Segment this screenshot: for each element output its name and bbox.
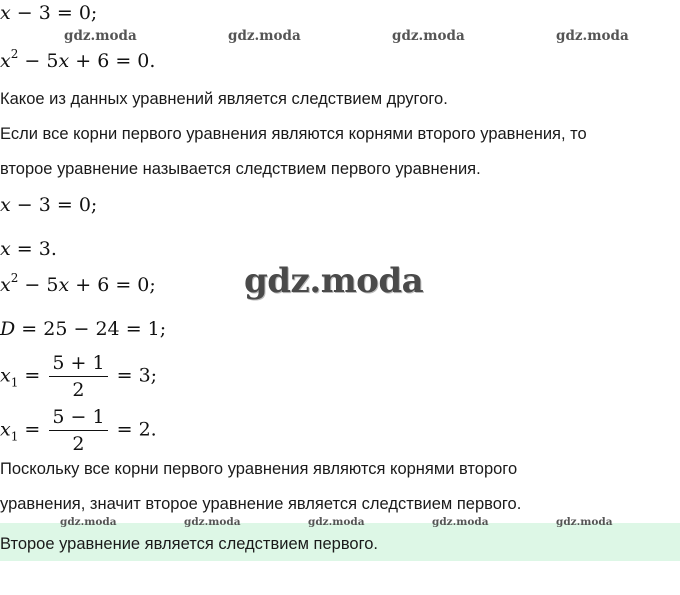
watermark: gdz.moda	[556, 516, 613, 528]
solution-step-3: $x^2 - 5x + 6 = 0$;	[0, 271, 156, 296]
watermark: gdz.moda	[556, 28, 629, 44]
conclusion-line-1: Поскольку все корни первого уравнения являются корнями второго	[0, 460, 518, 478]
fraction: $\frac{5 + 1}{2}$	[49, 352, 107, 401]
watermark: gdz.moda	[392, 28, 465, 44]
watermark: gdz.moda	[432, 516, 489, 528]
definition-line-2: второе уравнение называется следствием первого уравнения.	[0, 160, 481, 178]
definition-line-1: Если все корни первого уравнения являются корнями второго уравнения, то	[0, 125, 587, 143]
watermark: gdz.moda	[64, 28, 137, 44]
fraction: $\frac{5 - 1}{2}$	[49, 406, 107, 455]
conclusion-line-2: уравнения, значит второе уравнение является следствием первого.	[0, 495, 522, 513]
watermark-large: gdz.moda	[244, 261, 424, 301]
given-equation-1: x − 3 = 0;	[0, 2, 98, 24]
question-text: Какое из данных уравнений является следствием другого.	[0, 90, 448, 108]
solution-step-4: D = 25 − 24 = 1;	[0, 318, 167, 340]
solution-step-5: $x_1$ = $\frac{5 + 1}{2}$ = 3;	[0, 352, 158, 401]
answer-text: Второе уравнение является следствием первого.	[0, 535, 379, 553]
solution-step-6: $x_1$ = $\frac{5 - 1}{2}$ = 2.	[0, 406, 157, 455]
watermark: gdz.moda	[228, 28, 301, 44]
solution-step-2: x = 3.	[0, 238, 57, 260]
watermark: gdz.moda	[60, 516, 117, 528]
solution-step-1: x − 3 = 0;	[0, 194, 98, 216]
watermark: gdz.moda	[184, 516, 241, 528]
watermark: gdz.moda	[308, 516, 365, 528]
given-equation-2: $x^2 - 5x + 6 = 0$.	[0, 47, 156, 72]
